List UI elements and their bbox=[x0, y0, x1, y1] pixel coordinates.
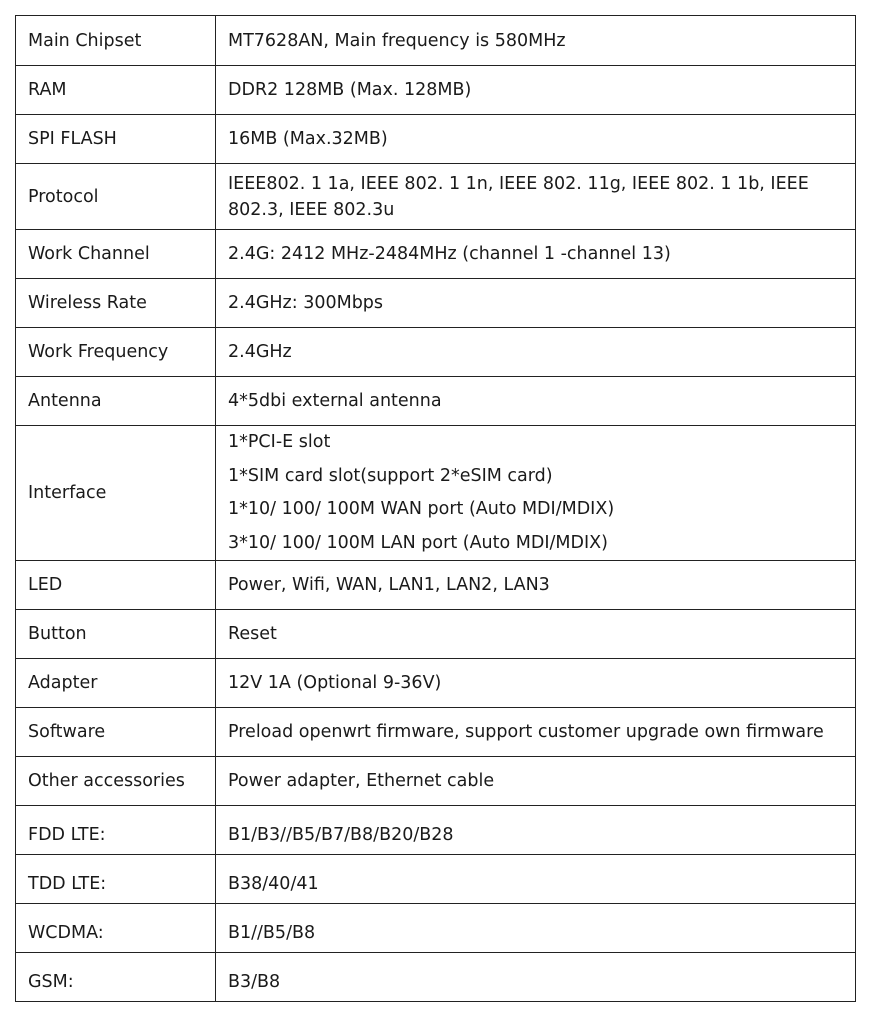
spec-row bbox=[16, 279, 856, 328]
spec-value bbox=[216, 953, 856, 1002]
spec-row bbox=[16, 659, 856, 708]
spec-label: Other accessories bbox=[16, 757, 216, 806]
spec-value bbox=[216, 230, 856, 279]
spec-value-line: Power adapter, Ethernet cable bbox=[228, 771, 495, 791]
spec-value-line: DDR2 128MB (Max. 128MB) bbox=[228, 80, 472, 100]
spec-label: Protocol bbox=[16, 164, 216, 230]
spec-label: TDD LTE: bbox=[16, 855, 216, 904]
spec-row bbox=[16, 708, 856, 757]
spec-row bbox=[16, 561, 856, 610]
spec-value bbox=[216, 806, 856, 855]
spec-value bbox=[216, 855, 856, 904]
spec-label: Work Channel bbox=[16, 230, 216, 279]
spec-row bbox=[16, 164, 856, 230]
spec-value-line: IEEE802. 1 1a, IEEE 802. 1 1n, IEEE 802. 11g, IEEE 802. 1 1b, IEEE 802.3, IEEE 802.3u bbox=[228, 173, 809, 220]
spec-row bbox=[16, 230, 856, 279]
spec-label: LED bbox=[16, 561, 216, 610]
spec-value bbox=[216, 164, 856, 230]
spec-label: RAM bbox=[16, 66, 216, 115]
spec-label: FDD LTE: bbox=[16, 806, 216, 855]
spec-value-line: B1//B5/B8 bbox=[228, 923, 316, 943]
spec-value-line: MT7628AN, Main frequency is 580MHz bbox=[228, 30, 566, 51]
spec-label: SPI FLASH bbox=[16, 115, 216, 164]
spec-value-line: Power, Wifi, WAN, LAN1, LAN2, LAN3 bbox=[228, 575, 550, 595]
spec-label: Main Chipset bbox=[16, 16, 216, 66]
spec-value bbox=[216, 561, 856, 610]
spec-value-line: 12V 1A (Optional 9-36V) bbox=[228, 673, 442, 693]
spec-value-line: 2.4G: 2412 MHz-2484MHz (channel 1 -channel 13) bbox=[228, 244, 671, 264]
spec-value bbox=[216, 279, 856, 328]
spec-value bbox=[216, 659, 856, 708]
spec-row bbox=[16, 904, 856, 953]
spec-row bbox=[16, 855, 856, 904]
spec-row bbox=[16, 16, 856, 66]
spec-value-line: Preload openwrt firmware, support customer upgrade own firmware bbox=[228, 722, 824, 742]
spec-row bbox=[16, 115, 856, 164]
spec-value-line: B1/B3//B5/B7/B8/B20/B28 bbox=[228, 825, 454, 845]
spec-value bbox=[216, 708, 856, 757]
spec-value bbox=[216, 757, 856, 806]
spec-value bbox=[216, 904, 856, 953]
spec-label: Adapter bbox=[16, 659, 216, 708]
spec-label: Wireless Rate bbox=[16, 279, 216, 328]
spec-label: Button bbox=[16, 610, 216, 659]
spec-value-line: 1*10/ 100/ 100M WAN port (Auto MDI/MDIX) bbox=[228, 499, 615, 519]
spec-row bbox=[16, 806, 856, 855]
spec-value-line: 16MB (Max.32MB) bbox=[228, 129, 388, 149]
spec-value-line: 2.4GHz: 300Mbps bbox=[228, 293, 384, 313]
spec-label: WCDMA: bbox=[16, 904, 216, 953]
spec-value-line: 4*5dbi external antenna bbox=[228, 391, 442, 411]
spec-label: Software bbox=[16, 708, 216, 757]
spec-label: Interface bbox=[16, 426, 216, 561]
spec-label: Antenna bbox=[16, 377, 216, 426]
spec-table bbox=[15, 15, 856, 1002]
spec-value-line: 1*SIM card slot(support 2*eSIM card) bbox=[228, 465, 553, 486]
spec-value-line: B38/40/41 bbox=[228, 874, 319, 894]
spec-value-line: 2.4GHz bbox=[228, 342, 292, 362]
spec-value bbox=[216, 610, 856, 659]
spec-value-line: 3*10/ 100/ 100M LAN port (Auto MDI/MDIX) bbox=[228, 532, 608, 553]
spec-table-body bbox=[16, 16, 856, 1002]
spec-value bbox=[216, 377, 856, 426]
spec-row bbox=[16, 610, 856, 659]
spec-row bbox=[16, 426, 856, 561]
spec-row bbox=[16, 953, 856, 1002]
spec-value bbox=[216, 16, 856, 66]
spec-value bbox=[216, 66, 856, 115]
spec-row bbox=[16, 66, 856, 115]
spec-row bbox=[16, 757, 856, 806]
spec-row bbox=[16, 328, 856, 377]
spec-value-line: B3/B8 bbox=[228, 972, 281, 992]
spec-label: Work Frequency bbox=[16, 328, 216, 377]
spec-row bbox=[16, 377, 856, 426]
spec-value bbox=[216, 426, 856, 561]
spec-label: GSM: bbox=[16, 953, 216, 1002]
spec-value-line: Reset bbox=[228, 624, 277, 644]
spec-value bbox=[216, 328, 856, 377]
spec-value bbox=[216, 115, 856, 164]
spec-value-line: 1*PCI-E slot bbox=[228, 432, 331, 452]
